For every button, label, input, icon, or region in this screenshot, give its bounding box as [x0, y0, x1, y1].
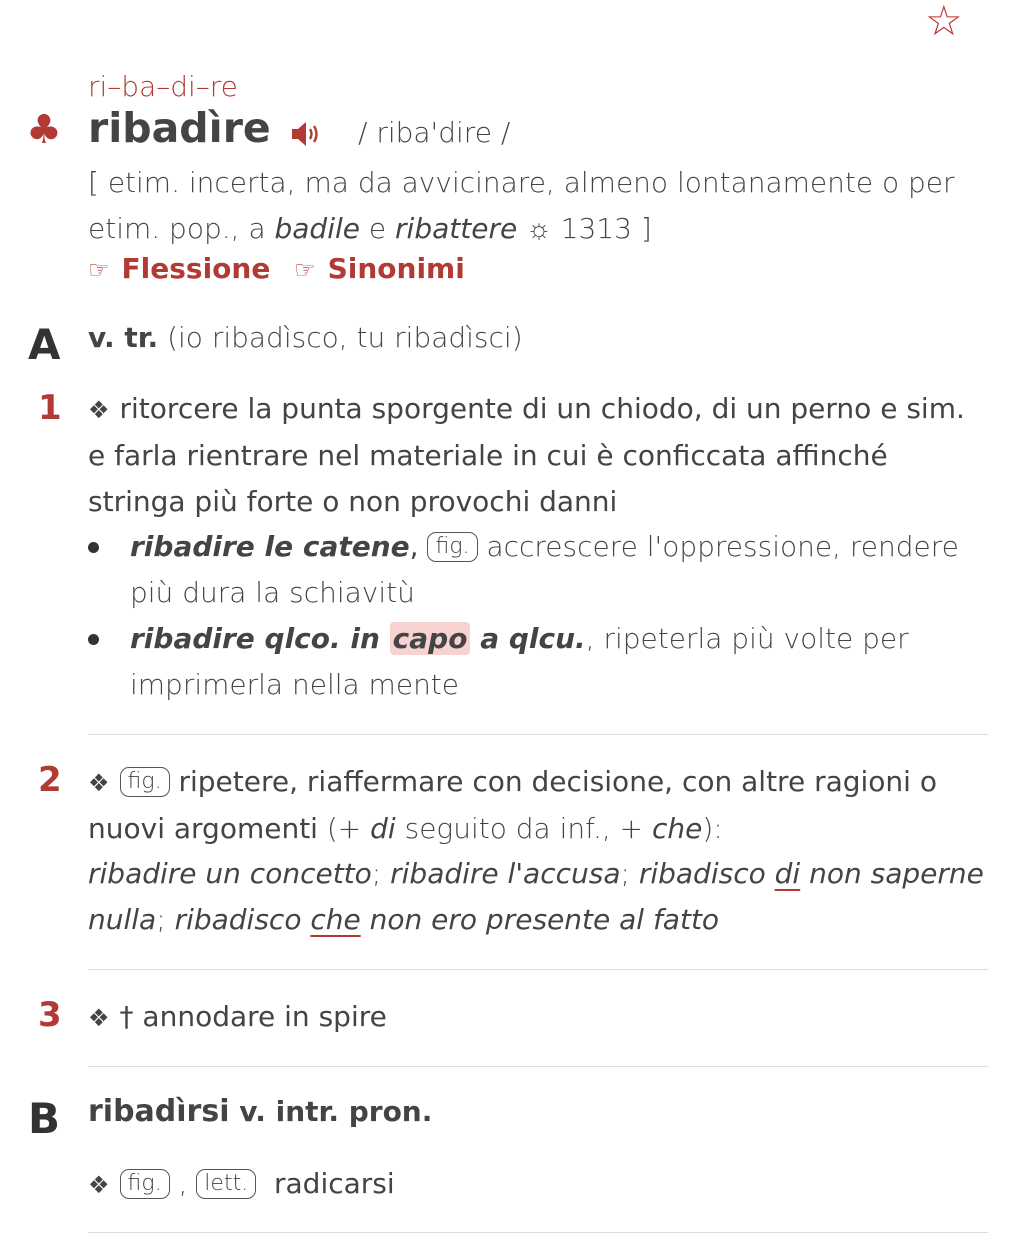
divider [88, 1066, 988, 1067]
sense-2-definition: ❖ fig. ripetere, riaffermare con decisione, con altre ragioni o nuovi argomenti (+ di seguito da inf., + che): [88, 765, 937, 845]
underlined-word[interactable]: che [310, 903, 361, 936]
section-letter-b: B [28, 1094, 61, 1143]
lett-badge: lett. [196, 1169, 256, 1199]
hand-pointing-icon: ☞ [88, 256, 110, 284]
list-item: ribadire qlco. in capo a qlcu., ripeterla più volte per imprimerla nella mente [88, 616, 968, 708]
section-a-grammar: v. tr. (io ribadìsco, tu ribadìsci) [88, 321, 523, 354]
syllabification: ri–ba–di–re [88, 70, 238, 103]
star-icon[interactable]: ☆ [925, 0, 963, 45]
sense-number: 2 [38, 760, 62, 800]
highlighted-word[interactable]: capo [390, 622, 471, 655]
hand-pointing-icon: ☞ [294, 256, 316, 284]
divider [88, 969, 988, 970]
club-icon: ♣ [26, 107, 62, 153]
divider [88, 734, 988, 735]
section-b-heading: ribadìrsi v. intr. pron. [88, 1094, 433, 1129]
bullet-icon [88, 542, 99, 553]
diamond-icon: ❖ [88, 1004, 110, 1032]
links-row [88, 252, 479, 285]
divider [88, 1232, 988, 1233]
sun-icon: ☼ [526, 212, 552, 245]
etymology: [ etim. incerta, ma da avvicinare, almeno lontanamente o per etim. pop., a badile e ribattere ☼ 1313 ] [88, 166, 955, 245]
fig-badge: fig. [120, 767, 170, 797]
speaker-icon[interactable] [290, 119, 322, 149]
fig-badge: fig. [120, 1169, 170, 1199]
sense-2-examples: ribadire un concetto; ribadire l'accusa; ribadisco di non saperne nulla; ribadisco che non ero presente al fatto [88, 857, 984, 936]
sense-number: 3 [38, 995, 62, 1035]
sinonimi-link[interactable]: Sinonimi [327, 252, 465, 285]
bullet-icon [88, 634, 99, 645]
sense-1-definition: ❖ ritorcere la punta sporgente di un chiodo, di un perno e sim. e farla rientrare nel materiale in cui è conficcata affinché stringa più forte o non provochi danni [88, 392, 965, 518]
headword: ribadìre [88, 104, 271, 152]
diamond-icon: ❖ [88, 769, 110, 797]
diamond-icon: ❖ [88, 1171, 110, 1199]
fig-badge: fig. [427, 532, 477, 562]
underlined-word[interactable]: di [774, 857, 801, 890]
pronunciation: / riba'dire / [358, 116, 511, 149]
diamond-icon: ❖ [88, 396, 110, 424]
sense-3-definition: ❖ † annodare in spire [88, 1000, 387, 1033]
sense-number: 1 [38, 388, 62, 428]
section-letter-a: A [28, 320, 61, 369]
list-item: ribadire le catene, fig. accrescere l'oppressione, rendere più dura la schiavitù [88, 524, 968, 616]
flessione-link[interactable]: Flessione [121, 252, 271, 285]
section-b-definition: ❖ fig. , lett. radicarsi [88, 1167, 395, 1200]
